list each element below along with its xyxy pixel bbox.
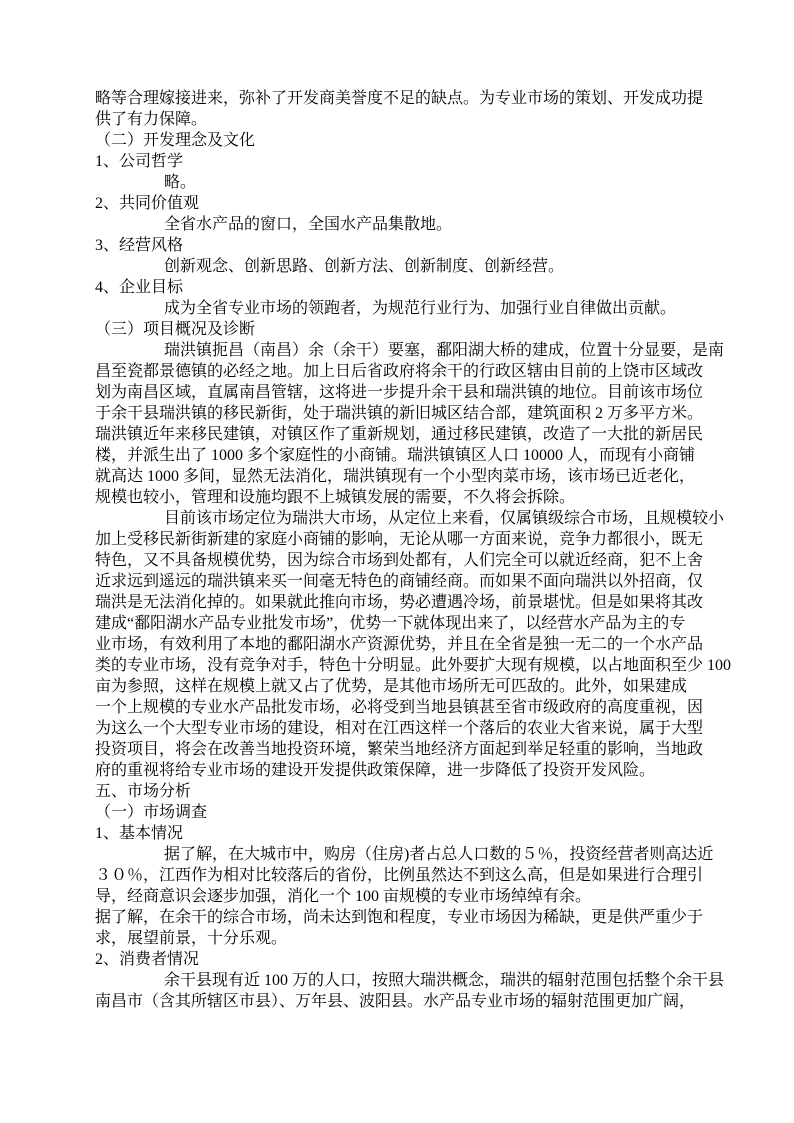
- text-line: 据了解，在大城市中，购房（住房)者占总人口数的５％，投资经营者则高达近: [164, 846, 714, 863]
- text-line: 类的专业市场，没有竞争对手，特色十分明显。此外要扩大现有规模，以占地面积至少 100: [95, 657, 732, 674]
- text-line: 导，经商意识会逐步加强，消化一个 100 亩规模的专业市场绰绰有余。: [95, 888, 592, 905]
- text-line: 2、消费者情况: [95, 951, 200, 968]
- text-line: （二）开发理念及文化: [95, 132, 256, 149]
- text-line: 瑞洪镇近年来移民建镇，对镇区作了重新规划，通过移民建镇，改造了一大批的新居民: [95, 426, 704, 443]
- text-line: 加上受移民新街新建的家庭小商铺的影响，无论从哪一方面来说，竞争力都很小，既无: [95, 531, 704, 548]
- text-line: （一）市场调查: [95, 804, 208, 821]
- text-line: 昌至瓷都景德镇的必经之地。加上日后省政府将余干的行政区辖由目前的上饶市区域改: [95, 363, 704, 380]
- text-line: 业市场，有效利用了本地的鄱阳湖水产资源优势，并且在全省是独一无二的一个水产品: [95, 636, 704, 653]
- text-line: 目前该市场定位为瑞洪大市场，从定位上来看，仅属镇级综合市场，且规模较小: [164, 510, 725, 527]
- text-line: 瑞洪镇扼昌（南昌）余（余干）要塞，鄱阳湖大桥的建成，位置十分显要，是南: [164, 342, 725, 359]
- text-line: 于余干县瑞洪镇的移民新街，处于瑞洪镇的新旧城区结合部，建筑面积 2 万多平方米。: [95, 405, 704, 422]
- text-line: 特色，又不具备规模优势，因为综合市场到处都有，人们完全可以就近经商，犯不上舍: [95, 552, 704, 569]
- text-line: 求，展望前景，十分乐观。: [95, 930, 288, 947]
- text-line: 规模也较小，管理和设施均跟不上城镇发展的需要，不久将会拆除。: [95, 489, 576, 506]
- text-line: （三）项目概况及诊断: [95, 321, 256, 338]
- text-line: 余干县现有近 100 万的人口，按照大瑞洪概念，瑞洪的辐射范围包括整个余干县: [164, 972, 725, 989]
- text-line: 近求远到遥远的瑞洪镇来买一间毫无特色的商铺经商。而如果不面向瑞洪以外招商，仅: [95, 573, 704, 590]
- text-line: 创新观念、创新思路、创新方法、创新制度、创新经营。: [164, 258, 565, 275]
- text-line: 据了解，在余干的综合市场，尚未达到饱和程度，专业市场因为稀缺，更是供严重少于: [95, 909, 704, 926]
- text-line: 投资项目，将会在改善当地投资环境，繁荣当地经济方面起到举足轻重的影响，当地政: [95, 741, 704, 758]
- text-line: 亩为参照，这样在规模上就又占了优势，是其他市场所无可匹敌的。此外，如果建成: [95, 678, 688, 695]
- text-line: 2、共同价值观: [95, 195, 200, 212]
- text-line: 供了有力保障。: [95, 111, 208, 128]
- text-line: 1、基本情况: [95, 825, 184, 842]
- text-line: 1、公司哲学: [95, 153, 184, 170]
- document-body: [95, 88, 732, 1012]
- text-line: 成为全省专业市场的领跑者，为规范行业行为、加强行业自律做出贡献。: [164, 300, 677, 317]
- text-line: 瑞洪是无法消化掉的。如果就此推向市场，势必遭遇冷场，前景堪忧。但是如果将其改: [95, 594, 704, 611]
- text-line: 4、企业目标: [95, 279, 184, 296]
- text-line: 为这么一个大型专业市场的建设，相对在江西这样一个落后的农业大省来说，属于大型: [95, 720, 704, 737]
- text-line: 就高达 1000 多间，显然无法消化，瑞洪镇现有一个小型肉菜市场，该市场已近老化，: [95, 468, 696, 485]
- text-line: ３０％，江西作为相对比较落后的省份，比例虽然达不到这么高，但是如果进行合理引: [95, 867, 704, 884]
- text-line: 府的重视将给专业市场的建设开发提供政策保障，进一步降低了投资开发风险。: [95, 762, 656, 779]
- text-line: 五、市场分析: [95, 783, 192, 800]
- text-line: 略。: [164, 174, 197, 191]
- text-line: 楼，并派生出了 1000 多个家庭性的小商铺。瑞洪镇镇区人口 10000 人，而现有小商铺: [95, 447, 696, 464]
- text-line: 划为南昌区域，直属南昌管辖，这将进一步提升余干县和瑞洪镇的地位。目前该市场位: [95, 384, 704, 401]
- text-line: 3、经营风格: [95, 237, 184, 254]
- text-line: 全省水产品的窗口，全国水产品集散地。: [164, 216, 453, 233]
- text-line: 南昌市（含其所辖区市县）、万年县、波阳县。水产品专业市场的辐射范围更加广阔，: [95, 993, 696, 1010]
- text-line: 略等合理嫁接进来，弥补了开发商美誉度不足的缺点。为专业市场的策划、开发成功提: [95, 90, 704, 107]
- text-line: 建成“鄱阳湖水产品专业批发市场”，优势一下就体现出来了，以经营水产品为主的专: [95, 615, 686, 632]
- text-line: 一个上规模的专业水产品批发市场，必将受到当地县镇甚至省市级政府的高度重视，因: [95, 699, 704, 716]
